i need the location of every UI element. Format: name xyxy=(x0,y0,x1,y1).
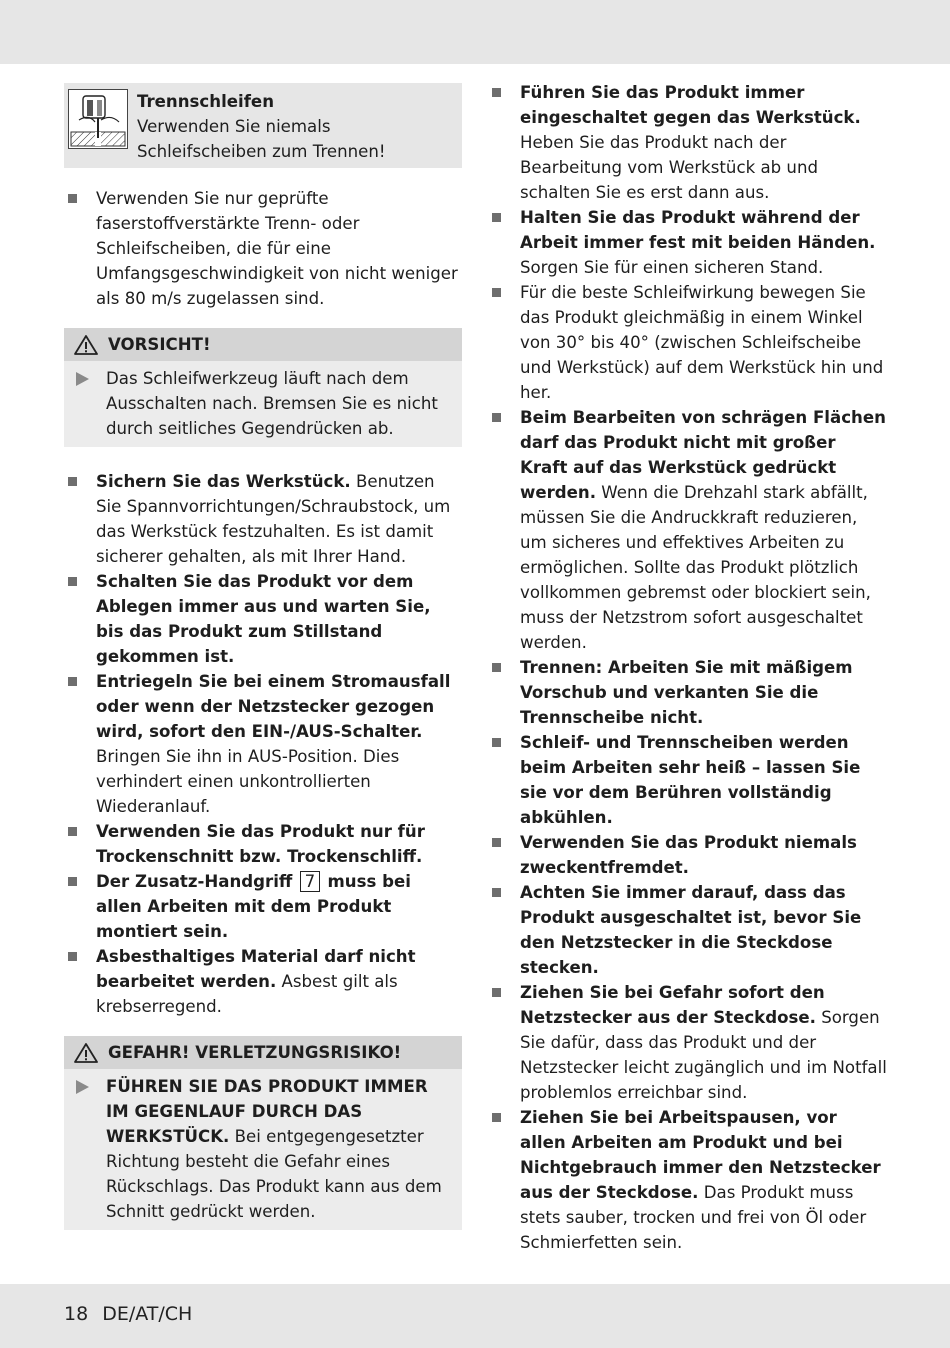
page-footer xyxy=(64,1303,192,1325)
list-item xyxy=(488,730,888,830)
list-item xyxy=(488,980,888,1105)
item-bold: Verwenden Sie das Produkt nur für Trockenschnitt bzw. Trockenschliff. xyxy=(96,822,425,866)
list-item xyxy=(488,655,888,730)
item-bold: Achten Sie immer darauf, dass das Produkt ausgeschaltet ist, bevor Sie den Netzstecker in die Steckdose stecken. xyxy=(520,883,862,977)
danger-heading: GEFAHR! VERLETZUNGSRISIKO! xyxy=(108,1043,402,1062)
list-item xyxy=(64,944,462,1019)
item-bold: Beim Bearbeiten von schrägen Flächen darf das Produkt nicht mit großer Kraft auf das Werkstück gedrückt werden. xyxy=(520,408,886,502)
item-bold: Führen Sie das Produkt immer eingeschaltet gegen das Werkstück. xyxy=(520,83,861,127)
list-item xyxy=(488,80,888,205)
note-body: Verwenden Sie niemals Schleifscheiben zum Trennen! xyxy=(137,117,386,161)
item-bold: Schalten Sie das Produkt vor dem Ablegen immer aus und warten Sie, bis das Produkt zum Stillstand gekommen ist. xyxy=(96,572,431,666)
bullet-square xyxy=(68,194,77,203)
danger-header xyxy=(64,1036,462,1069)
item-text: Heben Sie das Produkt nach der Bearbeitung vom Werkstück ab und schalten Sie es erst dann aus. xyxy=(520,133,818,202)
warning-triangle-icon xyxy=(74,1043,98,1063)
danger-box xyxy=(64,1036,462,1230)
danger-text: Bei entgegengesetzter Richtung besteht die Gefahr eines Rückschlags. Das Produkt kann aus dem Schnitt gedrückt werden. xyxy=(106,1127,442,1221)
list-item xyxy=(488,830,888,880)
cutting-grinder-icon xyxy=(68,89,128,149)
bullet-square xyxy=(492,88,501,97)
cutting-note-text xyxy=(137,89,454,164)
list-item xyxy=(64,469,462,569)
item-bold: muss bei allen Arbeiten mit dem Produkt montiert sein. xyxy=(96,872,411,941)
list-item xyxy=(64,669,462,819)
item-bold: Ziehen Sie bei Gefahr sofort den Netzstecker aus der Steckdose. xyxy=(520,983,825,1027)
list-item xyxy=(488,1105,888,1255)
caution-heading: VORSICHT! xyxy=(108,335,211,354)
bullet-square xyxy=(68,677,77,686)
list-item xyxy=(64,569,462,669)
item-bold: Verwenden Sie das Produkt niemals zweckentfremdet. xyxy=(520,833,857,877)
bullet-square xyxy=(492,288,501,297)
item-bold: Trennen: Arbeiten Sie mit mäßigem Vorschub und verkanten Sie die Trennscheibe nicht. xyxy=(520,658,853,727)
arrow-bullet-icon xyxy=(76,372,89,386)
list-item xyxy=(64,869,462,944)
bullet-square xyxy=(492,213,501,222)
bullet-square xyxy=(68,877,77,886)
warning-triangle-icon xyxy=(74,335,98,355)
caution-text: Das Schleifwerkzeug läuft nach dem Ausschalten nach. Bremsen Sie es nicht durch seitliches Gegendrücken ab. xyxy=(106,369,438,438)
bullet-square xyxy=(68,952,77,961)
bullet-square xyxy=(492,738,501,747)
caution-body xyxy=(64,361,462,447)
danger-body xyxy=(64,1069,462,1230)
item-bold: Halten Sie das Produkt während der Arbeit immer fest mit beiden Händen. xyxy=(520,208,876,252)
bullet-square xyxy=(68,827,77,836)
item-text: Bringen Sie ihn in AUS-Position. Dies verhindert einen unkontrollierten Wiederanlauf. xyxy=(96,747,400,816)
bullet-square xyxy=(492,888,501,897)
item-bold: Schleif- und Trennscheiben werden beim Arbeiten sehr heiß – lassen Sie sie vor dem Berühren vollständig abkühlen. xyxy=(520,733,861,827)
caution-header xyxy=(64,328,462,361)
list-item xyxy=(64,186,462,311)
item-bold: Der Zusatz-Handgriff xyxy=(96,872,293,891)
item-text: Das Produkt muss stets sauber, trocken und frei von Öl oder Schmierfetten sein. xyxy=(520,1183,867,1252)
list-item xyxy=(488,880,888,980)
item-bold: Ziehen Sie bei Arbeitspausen, vor allen Arbeiten am Produkt und bei Nichtgebrauch immer den Netzstecker aus der Steckdose. xyxy=(520,1108,881,1202)
item-bold: Entriegeln Sie bei einem Stromausfall oder wenn der Netzstecker gezogen wird, sofort den EIN-/AUS-Schalter. xyxy=(96,672,451,741)
list-item xyxy=(488,205,888,280)
item-text: Benutzen Sie Spannvorrichtungen/Schraubstock, um das Werkstück festzuhalten. Es ist damit sicherer gehalten, als mit Ihrer Hand. xyxy=(96,472,451,566)
left-column xyxy=(64,80,462,1230)
header-band xyxy=(0,0,950,64)
language-codes: DE/AT/CH xyxy=(102,1303,193,1325)
bullet-square xyxy=(68,577,77,586)
list-item xyxy=(488,280,888,405)
item-bold: Asbesthaltiges Material darf nicht bearbeitet werden. xyxy=(96,947,416,991)
bullet-square xyxy=(492,663,501,672)
bullet-square xyxy=(68,477,77,486)
item-text: Verwenden Sie nur geprüfte faserstoffverstärkte Trenn- oder Schleifscheiben, die für eine Umfangsgeschwindigkeit von nicht weniger als 80 m/s zugelassen sind. xyxy=(96,189,458,308)
page-number: 18 xyxy=(64,1303,89,1325)
arrow-bullet-icon xyxy=(76,1080,89,1094)
list-item xyxy=(488,405,888,655)
item-text: Sorgen Sie dafür, dass das Produkt und der Netzstecker leicht zugänglich und im Notfall problemlos erreichbar sind. xyxy=(520,1008,887,1102)
item-text: Wenn die Drehzahl stark abfällt, müssen Sie die Andruckkraft reduzieren, um sicheres und effektives Arbeiten zu ermöglichen. Sollte das Produkt plötzlich vollkommen gebremst oder blockiert sein, muss der Netzstrom sofort ausgeschaltet werden. xyxy=(520,483,871,652)
bullet-square xyxy=(492,1113,501,1122)
list-item xyxy=(64,819,462,869)
danger-bold: FÜHREN SIE DAS PRODUKT IMMER IM GEGENLAUF DURCH DAS WERKSTÜCK. xyxy=(106,1077,428,1146)
item-text: Asbest gilt als krebserregend. xyxy=(96,972,398,1016)
cutting-note-box xyxy=(64,83,462,168)
item-bold: Sichern Sie das Werkstück. xyxy=(96,472,351,491)
bullet-square xyxy=(492,838,501,847)
item-text: Für die beste Schleifwirkung bewegen Sie das Produkt gleichmäßig in einem Winkel von 30° bis 40° (zwischen Schleifscheibe und Werkstück) auf dem Werkstück hin und her. xyxy=(520,283,884,402)
right-column xyxy=(488,80,888,1255)
note-title: Trennschleifen xyxy=(137,92,275,111)
part-number-ref: 7 xyxy=(300,871,321,892)
bullet-square xyxy=(492,413,501,422)
caution-box xyxy=(64,328,462,447)
bullet-square xyxy=(492,988,501,997)
item-text: Sorgen Sie für einen sicheren Stand. xyxy=(520,258,824,277)
